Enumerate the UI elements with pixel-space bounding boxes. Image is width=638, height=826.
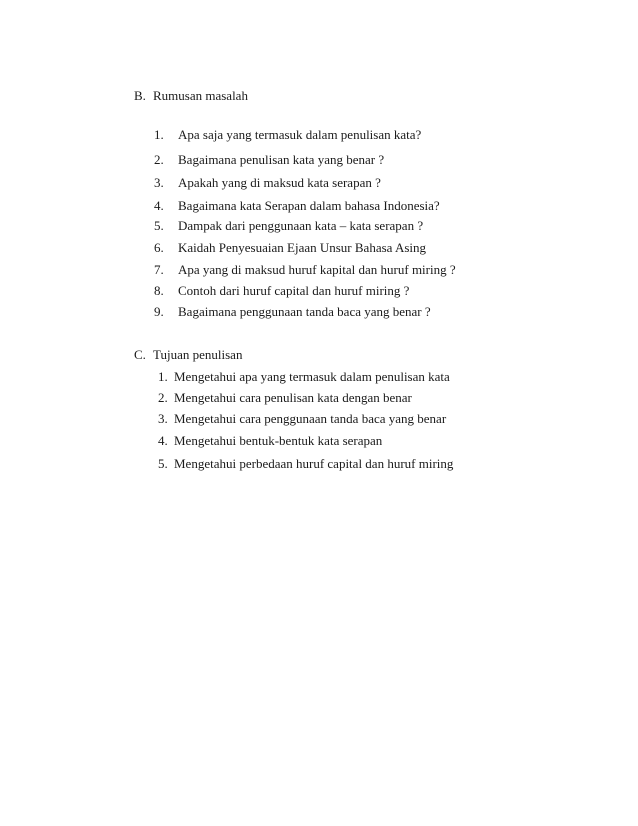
list-item-text: Mengetahui cara penulisan kata dengan benar — [174, 390, 412, 405]
list-item-number: 5. — [154, 218, 164, 233]
list-item-text: Kaidah Penyesuaian Ejaan Unsur Bahasa Asing — [178, 240, 427, 255]
list-item-text: Apa saja yang termasuk dalam penulisan kata? — [178, 127, 422, 142]
list-item-number: 3. — [158, 411, 168, 426]
list-item-text: Contoh dari huruf capital dan huruf miring ? — [178, 283, 410, 298]
list-item-number: 4. — [158, 433, 168, 448]
list-item-text: Mengetahui perbedaan huruf capital dan huruf miring — [174, 456, 454, 471]
list-item-text: Bagaimana penggunaan tanda baca yang benar ? — [178, 304, 431, 319]
list-item-number: 1. — [154, 127, 164, 142]
list-item-number: 3. — [154, 175, 164, 190]
list-item-text: Apa yang di maksud huruf kapital dan huruf miring ? — [178, 262, 456, 277]
section-b-title: Rumusan masalah — [153, 88, 248, 103]
list-item-text: Bagaimana kata Serapan dalam bahasa Indonesia? — [178, 198, 440, 213]
section-b-heading — [134, 88, 248, 104]
list-item-number: 2. — [158, 390, 168, 405]
list-item-number: 6. — [154, 240, 164, 255]
section-c-heading — [134, 347, 242, 363]
list-item-number: 4. — [154, 198, 164, 213]
list-item-number: 9. — [154, 304, 164, 319]
section-b-marker: B. — [134, 88, 146, 103]
list-item-number: 1. — [158, 369, 168, 384]
list-item-text: Bagaimana penulisan kata yang benar ? — [178, 152, 385, 167]
list-item-text: Mengetahui bentuk-bentuk kata serapan — [174, 433, 383, 448]
list-item-number: 8. — [154, 283, 164, 298]
list-item-number: 2. — [154, 152, 164, 167]
list-item-text: Apakah yang di maksud kata serapan ? — [178, 175, 381, 190]
section-c-title: Tujuan penulisan — [153, 347, 243, 362]
list-item-text: Mengetahui apa yang termasuk dalam penulisan kata — [174, 369, 450, 384]
list-item-text: Dampak dari penggunaan kata – kata serapan ? — [178, 218, 424, 233]
list-item-text: Mengetahui cara penggunaan tanda baca yang benar — [174, 411, 447, 426]
list-item-number: 5. — [158, 456, 168, 471]
section-c-marker: C. — [134, 347, 146, 362]
list-item-number: 7. — [154, 262, 164, 277]
